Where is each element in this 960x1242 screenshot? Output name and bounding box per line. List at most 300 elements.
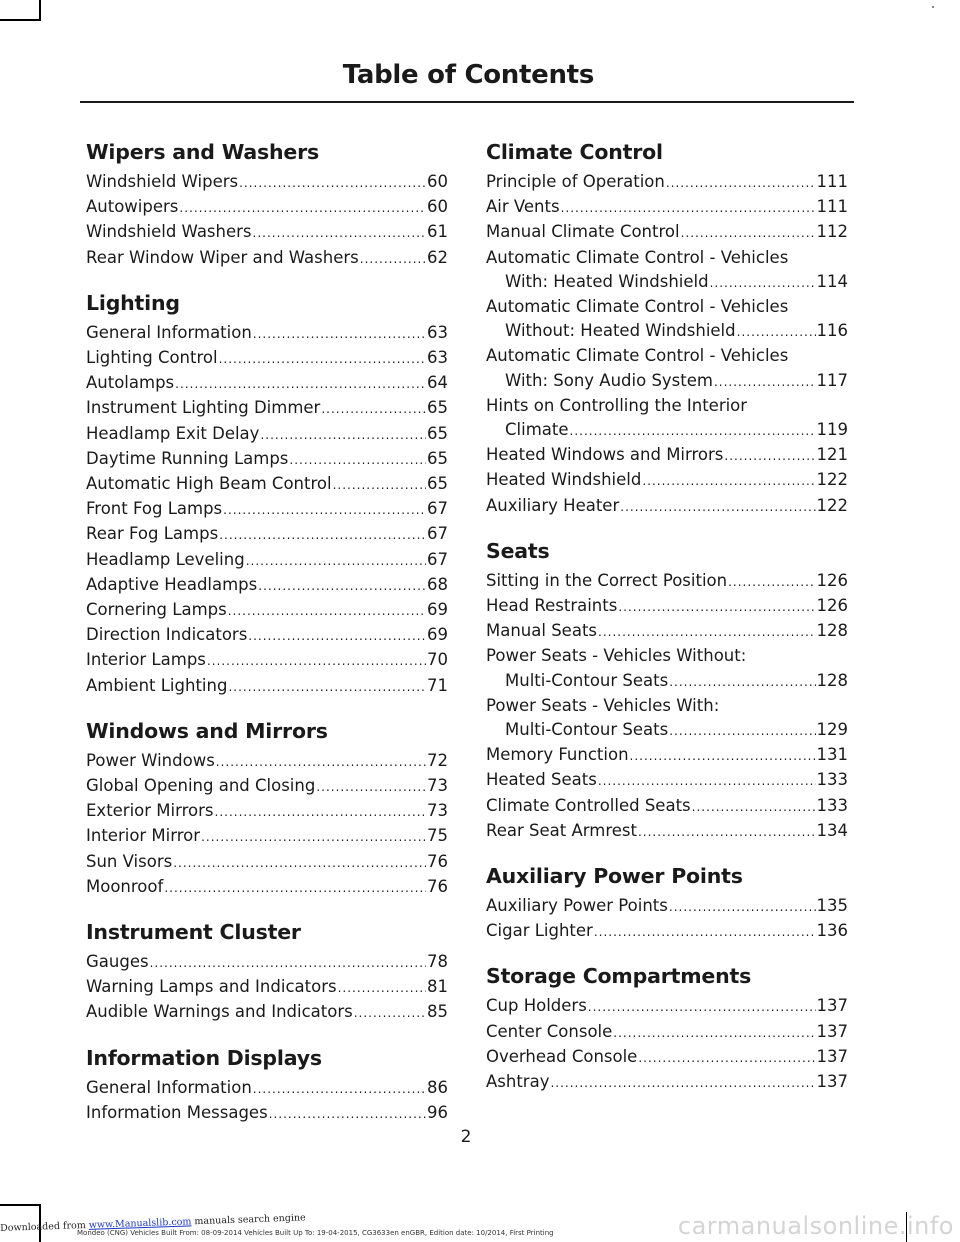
dot-leader bbox=[710, 271, 816, 295]
toc-entry-title: Auxiliary Heater bbox=[486, 495, 620, 515]
dot-leader bbox=[228, 599, 426, 623]
toc-entry-page: 73 bbox=[427, 801, 448, 821]
page-title: Table of Contents bbox=[342, 60, 594, 90]
toc-entry-row bbox=[86, 573, 448, 598]
toc-entry[interactable] bbox=[86, 950, 448, 975]
toc-entry[interactable] bbox=[86, 522, 448, 547]
toc-entry[interactable] bbox=[86, 246, 448, 271]
toc-entry-title: Cornering Lamps bbox=[86, 600, 227, 620]
toc-entry[interactable] bbox=[86, 220, 448, 245]
toc-entry-title: Manual Climate Control bbox=[486, 222, 680, 242]
toc-entry-row bbox=[86, 472, 448, 497]
toc-entry-page: 114 bbox=[816, 271, 848, 291]
toc-entry-list bbox=[86, 321, 448, 699]
toc-entry-title-line: Power Seats - Vehicles With: bbox=[486, 695, 720, 715]
toc-entry-title: Multi-Contour Seats bbox=[505, 670, 669, 690]
toc-entry-title: Without: Heated Windshield bbox=[505, 321, 736, 341]
toc-entry-row bbox=[486, 569, 848, 594]
toc-entry-title: Climate bbox=[505, 420, 569, 440]
toc-entry-title: Headlamp Leveling bbox=[86, 549, 245, 569]
toc-entry-row bbox=[486, 594, 848, 619]
dot-leader bbox=[239, 171, 426, 195]
toc-entry-page: 122 bbox=[816, 495, 848, 515]
toc-entry-title: Gauges bbox=[86, 952, 149, 972]
dot-leader bbox=[164, 876, 426, 900]
toc-entry-row bbox=[486, 919, 848, 944]
toc-entry-page: 72 bbox=[427, 750, 448, 770]
toc-entry-page: 137 bbox=[816, 1021, 848, 1041]
toc-entry-title: General Information bbox=[86, 1077, 252, 1097]
toc-entry-title: Global Opening and Closing bbox=[86, 776, 316, 796]
toc-entry[interactable] bbox=[86, 472, 448, 497]
toc-entry-row bbox=[486, 443, 848, 468]
toc-entry-row bbox=[486, 669, 848, 694]
toc-entry-row bbox=[86, 1000, 448, 1025]
dot-leader bbox=[175, 372, 426, 396]
toc-entry-row bbox=[486, 270, 848, 295]
toc-entry-row bbox=[486, 894, 848, 919]
section-heading: Auxiliary Power Points bbox=[486, 864, 743, 889]
toc-entry-page: 85 bbox=[427, 1002, 448, 1022]
toc-entry[interactable] bbox=[86, 422, 448, 447]
toc-entry-row bbox=[86, 396, 448, 421]
dot-leader bbox=[248, 624, 426, 648]
toc-entry-page: 117 bbox=[816, 370, 848, 390]
toc-entry-row bbox=[486, 743, 848, 768]
toc-entry[interactable] bbox=[486, 344, 848, 393]
toc-entry-row bbox=[86, 674, 448, 699]
toc-entry-row bbox=[486, 418, 848, 443]
toc-entry-row bbox=[86, 371, 448, 396]
dot-leader bbox=[354, 1001, 426, 1025]
dot-leader bbox=[173, 851, 426, 875]
toc-entry-row bbox=[486, 1045, 848, 1070]
toc-entry-row bbox=[86, 850, 448, 875]
section-heading: Seats bbox=[486, 538, 550, 563]
toc-entry-page: 65 bbox=[427, 448, 448, 468]
toc-entry-title: Ashtray bbox=[486, 1072, 550, 1092]
toc-entry[interactable] bbox=[486, 619, 848, 644]
toc-entry-list bbox=[486, 994, 848, 1095]
toc-entry-page: 136 bbox=[816, 921, 848, 941]
dot-leader bbox=[692, 795, 816, 819]
toc-entry-title: With: Heated Windshield bbox=[505, 271, 709, 291]
toc-entry-row bbox=[486, 718, 848, 743]
toc-entry-page: 137 bbox=[816, 996, 848, 1016]
toc-entry-page: 116 bbox=[816, 321, 848, 341]
toc-entry[interactable] bbox=[86, 1076, 448, 1101]
toc-entry-row bbox=[86, 422, 448, 447]
toc-entry-title-line: Automatic Climate Control - Vehicles bbox=[486, 247, 789, 267]
dot-leader bbox=[714, 370, 816, 394]
toc-entry[interactable] bbox=[86, 548, 448, 573]
dot-leader bbox=[642, 469, 815, 493]
toc-entry-row bbox=[486, 768, 848, 793]
toc-entry-page: 63 bbox=[427, 348, 448, 368]
dot-leader bbox=[613, 1021, 815, 1045]
toc-entry[interactable] bbox=[486, 569, 848, 594]
toc-entry-page: 63 bbox=[427, 322, 448, 342]
toc-entry-page: 137 bbox=[816, 1046, 848, 1066]
dot-leader bbox=[598, 620, 815, 644]
toc-entry-row bbox=[486, 619, 848, 644]
toc-entry-title: Windshield Wipers bbox=[86, 172, 239, 191]
toc-entry[interactable] bbox=[486, 994, 848, 1019]
toc-entry[interactable] bbox=[486, 919, 848, 944]
toc-section bbox=[86, 717, 448, 900]
toc-entry[interactable] bbox=[486, 694, 848, 743]
toc-entry-title: Daytime Running Lamps bbox=[86, 448, 289, 468]
dot-leader bbox=[215, 800, 426, 824]
toc-entry-title: Multi-Contour Seats bbox=[505, 720, 669, 740]
toc-entry-page: 112 bbox=[816, 222, 848, 242]
toc-entry-row bbox=[86, 246, 448, 271]
dot-leader bbox=[333, 473, 426, 497]
toc-entry-title: Front Fog Lamps bbox=[86, 499, 223, 519]
toc-entry[interactable] bbox=[86, 170, 448, 195]
toc-entry[interactable] bbox=[486, 195, 848, 220]
toc-entry-row bbox=[86, 195, 448, 220]
toc-entry-row bbox=[486, 819, 848, 844]
toc-entry-title: Adaptive Headlamps bbox=[86, 574, 258, 594]
toc-entry[interactable] bbox=[86, 1000, 448, 1025]
toc-entry-row bbox=[86, 598, 448, 623]
dot-leader bbox=[228, 675, 426, 699]
toc-entry[interactable] bbox=[86, 850, 448, 875]
toc-entry[interactable] bbox=[86, 623, 448, 648]
section-heading: Wipers and Washers bbox=[86, 140, 320, 164]
dot-leader bbox=[260, 423, 426, 447]
toc-entry-title: Automatic High Beam Control bbox=[86, 474, 332, 494]
toc-entry[interactable] bbox=[86, 598, 448, 623]
dot-leader bbox=[179, 196, 426, 220]
toc-entry-row bbox=[86, 774, 448, 799]
toc-entry[interactable] bbox=[86, 674, 448, 699]
toc-entry-page: 69 bbox=[427, 625, 448, 645]
toc-entry-title: Instrument Lighting Dimmer bbox=[86, 398, 321, 418]
toc-entry-title: Direction Indicators bbox=[86, 625, 248, 645]
toc-entry-list bbox=[86, 170, 448, 271]
toc-section bbox=[86, 918, 448, 1026]
toc-entry-page: 111 bbox=[816, 172, 848, 191]
dot-leader bbox=[638, 1046, 815, 1070]
toc-entry-row bbox=[86, 346, 448, 371]
toc-entry-page: 60 bbox=[427, 172, 448, 191]
toc-entry-row bbox=[86, 799, 448, 824]
dot-leader bbox=[669, 670, 815, 694]
toc-entry-title: Climate Controlled Seats bbox=[486, 795, 691, 815]
toc-entry[interactable] bbox=[486, 819, 848, 844]
toc-entry-list bbox=[86, 950, 448, 1026]
dot-leader bbox=[360, 247, 426, 271]
dot-leader bbox=[669, 895, 816, 919]
section-heading: Instrument Cluster bbox=[86, 920, 301, 945]
toc-entry-title: Sitting in the Correct Position bbox=[486, 570, 728, 590]
toc-entry-title: Center Console bbox=[486, 1021, 613, 1041]
footer-edition-text: Mondeo (CNG) Vehicles Built From: 08-09-2014 Vehicles Built Up To: 19-04-2015, CG3633en enGBR, Edition date: 10/2014, First Printing bbox=[77, 1229, 554, 1237]
toc-entry[interactable] bbox=[486, 443, 848, 468]
toc-entry[interactable] bbox=[486, 644, 848, 693]
dot-leader bbox=[666, 171, 816, 195]
toc-entry-page: 128 bbox=[816, 670, 848, 690]
toc-entry-title: Air Vents bbox=[486, 197, 560, 217]
dot-leader bbox=[321, 397, 426, 421]
toc-entry-page: 128 bbox=[816, 621, 848, 641]
toc-entry-title: Cigar Lighter bbox=[486, 921, 593, 941]
toc-entry-title: Principle of Operation bbox=[486, 172, 665, 191]
dot-leader bbox=[201, 825, 426, 849]
toc-entry-title: Exterior Mirrors bbox=[86, 801, 214, 821]
toc-entry-page: 122 bbox=[816, 470, 848, 490]
toc-entry[interactable] bbox=[86, 447, 448, 472]
toc-section bbox=[86, 289, 448, 699]
toc-section bbox=[86, 1044, 448, 1126]
toc-entry-row bbox=[86, 623, 448, 648]
toc-entry-title-line: Automatic Climate Control - Vehicles bbox=[486, 346, 789, 366]
dot-leader bbox=[219, 347, 426, 371]
dot-leader bbox=[316, 775, 426, 799]
dot-leader bbox=[728, 570, 815, 594]
toc-entry-title: Heated Windshield bbox=[486, 470, 642, 490]
toc-entry-row bbox=[86, 875, 448, 900]
toc-entry[interactable] bbox=[86, 648, 448, 673]
dot-leader bbox=[630, 744, 816, 768]
toc-entry[interactable] bbox=[486, 494, 848, 519]
toc-entry[interactable] bbox=[86, 497, 448, 522]
toc-entry-row bbox=[486, 794, 848, 819]
toc-entry-page: 65 bbox=[427, 398, 448, 418]
toc-entry-row bbox=[486, 1020, 848, 1045]
dot-leader bbox=[253, 1077, 426, 1101]
toc-entry-page: 86 bbox=[427, 1077, 448, 1097]
toc-entry-title: Information Messages bbox=[86, 1102, 268, 1122]
toc-entry-page: 70 bbox=[427, 650, 448, 670]
dot-leader bbox=[219, 523, 426, 547]
header-divider bbox=[80, 101, 854, 103]
toc-entry-page: 133 bbox=[816, 770, 848, 790]
toc-entry[interactable] bbox=[86, 573, 448, 598]
toc-entry[interactable] bbox=[486, 246, 848, 295]
crop-mark-bottom-left-horizontal bbox=[0, 1204, 41, 1206]
toc-entry-row bbox=[486, 220, 848, 245]
toc-entry-page: 121 bbox=[816, 445, 848, 465]
toc-entry-row bbox=[486, 468, 848, 493]
toc-entry-title: Cup Holders bbox=[486, 996, 587, 1016]
dot-leader bbox=[594, 920, 816, 944]
toc-entry-page: 81 bbox=[427, 977, 448, 997]
toc-entry-row bbox=[86, 975, 448, 1000]
dot-leader bbox=[253, 221, 426, 245]
toc-entry[interactable] bbox=[486, 1020, 848, 1045]
toc-entry-row bbox=[86, 950, 448, 975]
crop-mark-top-left-vertical bbox=[39, 0, 41, 20]
crop-mark-top-right bbox=[932, 6, 934, 8]
toc-entry-title: Rear Fog Lamps bbox=[86, 524, 219, 544]
dot-leader bbox=[724, 444, 815, 468]
toc-entry-row bbox=[86, 824, 448, 849]
dot-leader bbox=[598, 769, 816, 793]
toc-entry[interactable] bbox=[86, 749, 448, 774]
toc-entry[interactable] bbox=[86, 321, 448, 346]
toc-entry-title: Memory Function bbox=[486, 745, 629, 765]
toc-entry-title: With: Sony Audio System bbox=[505, 370, 713, 390]
toc-entry-page: 131 bbox=[816, 745, 848, 765]
toc-entry-title: Lighting Control bbox=[86, 348, 218, 368]
toc-entry-list bbox=[486, 569, 848, 844]
toc-entry-title: Audible Warnings and Indicators bbox=[86, 1002, 353, 1022]
toc-entry-title: Moonroof bbox=[86, 876, 164, 896]
toc-entry[interactable] bbox=[86, 799, 448, 824]
toc-entry-row bbox=[86, 749, 448, 774]
dot-leader bbox=[269, 1102, 426, 1126]
toc-entry-title: Manual Seats bbox=[486, 621, 598, 641]
toc-entry[interactable] bbox=[86, 371, 448, 396]
dot-leader bbox=[638, 820, 816, 844]
toc-entry[interactable] bbox=[86, 195, 448, 220]
toc-entry-page: 67 bbox=[427, 549, 448, 569]
toc-entry-title: Headlamp Exit Delay bbox=[86, 423, 260, 443]
toc-entry[interactable] bbox=[86, 975, 448, 1000]
section-heading: Lighting bbox=[86, 290, 180, 315]
toc-entry-page: 68 bbox=[427, 574, 448, 594]
toc-entry[interactable] bbox=[486, 394, 848, 443]
toc-section bbox=[486, 537, 848, 844]
section-heading: Information Displays bbox=[86, 1045, 322, 1070]
toc-entry-row bbox=[86, 522, 448, 547]
toc-entry[interactable] bbox=[86, 346, 448, 371]
toc-entry-page: 76 bbox=[427, 876, 448, 896]
toc-entry-title-line: Hints on Controlling the Interior bbox=[486, 395, 748, 415]
toc-entry-page: 137 bbox=[816, 1072, 848, 1092]
toc-entry[interactable] bbox=[486, 1045, 848, 1070]
toc-entry-page: 135 bbox=[816, 896, 848, 916]
toc-entry-list bbox=[86, 749, 448, 900]
toc-entry[interactable] bbox=[86, 774, 448, 799]
toc-left-column bbox=[86, 138, 448, 1144]
toc-entry-title: Autolamps bbox=[86, 373, 175, 393]
toc-entry-title: Power Windows bbox=[86, 750, 215, 770]
toc-right-column bbox=[486, 138, 848, 1113]
manualslib-link[interactable]: www.Manualslib.com bbox=[88, 1216, 192, 1231]
toc-entry-title-line: Power Seats - Vehicles Without: bbox=[486, 646, 747, 666]
toc-entry-page: 126 bbox=[816, 596, 848, 616]
toc-entry-title: Autowipers bbox=[86, 197, 179, 217]
toc-entry[interactable] bbox=[486, 1070, 848, 1095]
download-suffix: manuals search engine bbox=[191, 1212, 306, 1228]
dot-leader bbox=[253, 322, 426, 346]
dot-leader bbox=[289, 448, 426, 472]
dot-leader bbox=[681, 221, 816, 245]
toc-entry[interactable] bbox=[486, 768, 848, 793]
toc-entry-row bbox=[86, 1076, 448, 1101]
toc-entry-page: 129 bbox=[816, 720, 848, 740]
toc-entry-row bbox=[86, 648, 448, 673]
toc-entry-page: 96 bbox=[427, 1102, 448, 1122]
dot-leader bbox=[570, 419, 816, 443]
toc-entry-page: 69 bbox=[427, 600, 448, 620]
toc-entry[interactable] bbox=[486, 170, 848, 195]
toc-entry[interactable] bbox=[486, 220, 848, 245]
toc-entry[interactable] bbox=[86, 824, 448, 849]
toc-entry-title: Interior Lamps bbox=[86, 650, 206, 670]
toc-entry-page: 133 bbox=[816, 795, 848, 815]
dot-leader bbox=[207, 649, 426, 673]
toc-entry-title: Ambient Lighting bbox=[86, 675, 228, 695]
toc-entry-row bbox=[486, 1070, 848, 1095]
toc-entry-row bbox=[86, 220, 448, 245]
toc-entry-row bbox=[486, 319, 848, 344]
dot-leader bbox=[338, 976, 426, 1000]
dot-leader bbox=[150, 951, 426, 975]
crop-mark-top-left-horizontal bbox=[0, 19, 41, 21]
toc-entry[interactable] bbox=[486, 743, 848, 768]
toc-entry-title: Warning Lamps and Indicators bbox=[86, 977, 337, 997]
toc-entry-title: General Information bbox=[86, 322, 252, 342]
dot-leader bbox=[258, 574, 426, 598]
toc-entry-page: 134 bbox=[816, 820, 848, 840]
toc-entry-page: 67 bbox=[427, 499, 448, 519]
toc-entry-page: 78 bbox=[427, 952, 448, 972]
toc-entry-page: 73 bbox=[427, 776, 448, 796]
toc-entry-title: Rear Window Wiper and Washers bbox=[86, 247, 359, 267]
toc-entry[interactable] bbox=[486, 794, 848, 819]
toc-entry-page: 119 bbox=[816, 420, 848, 440]
watermark: carmanualsonline.info bbox=[677, 1212, 954, 1240]
toc-entry-row bbox=[86, 447, 448, 472]
toc-entry[interactable] bbox=[486, 594, 848, 619]
toc-entry-row bbox=[86, 170, 448, 195]
toc-entry-title: Auxiliary Power Points bbox=[486, 896, 668, 916]
toc-entry[interactable] bbox=[86, 1101, 448, 1126]
toc-entry-title-line: Automatic Climate Control - Vehicles bbox=[486, 297, 789, 317]
section-heading: Windows and Mirrors bbox=[86, 718, 328, 743]
toc-entry-title: Windshield Washers bbox=[86, 222, 252, 242]
toc-entry-page: 65 bbox=[427, 474, 448, 494]
download-prefix: Downloaded from bbox=[0, 1219, 89, 1234]
toc-entry-page: 126 bbox=[816, 570, 848, 590]
toc-entry[interactable] bbox=[86, 396, 448, 421]
toc-entry-page: 64 bbox=[427, 373, 448, 393]
toc-entry-row bbox=[486, 994, 848, 1019]
toc-entry-list bbox=[486, 170, 848, 519]
toc-entry-title: Rear Seat Armrest bbox=[486, 820, 637, 840]
dot-leader bbox=[588, 995, 816, 1019]
toc-entry-row bbox=[486, 369, 848, 394]
toc-entry-title: Sun Visors bbox=[86, 851, 173, 871]
toc-entry-row bbox=[486, 170, 848, 195]
toc-entry-page: 65 bbox=[427, 423, 448, 443]
toc-entry-title: Interior Mirror bbox=[86, 826, 201, 846]
toc-entry[interactable] bbox=[486, 894, 848, 919]
dot-leader bbox=[737, 320, 816, 344]
toc-entry-page: 111 bbox=[816, 197, 848, 217]
toc-entry-page: 60 bbox=[427, 197, 448, 217]
toc-entry-title: Overhead Console bbox=[486, 1046, 638, 1066]
toc-entry-title: Head Restraints bbox=[486, 596, 618, 616]
toc-entry[interactable] bbox=[486, 468, 848, 493]
toc-section bbox=[486, 138, 848, 519]
toc-entry[interactable] bbox=[86, 875, 448, 900]
toc-entry-row bbox=[486, 195, 848, 220]
dot-leader bbox=[246, 549, 426, 573]
section-heading: Climate Control bbox=[486, 140, 663, 164]
toc-entry[interactable] bbox=[486, 295, 848, 344]
dot-leader bbox=[216, 750, 426, 774]
toc-entry-row bbox=[486, 494, 848, 519]
section-heading: Storage Compartments bbox=[486, 964, 752, 989]
toc-entry-list bbox=[486, 894, 848, 944]
toc-entry-row bbox=[86, 497, 448, 522]
